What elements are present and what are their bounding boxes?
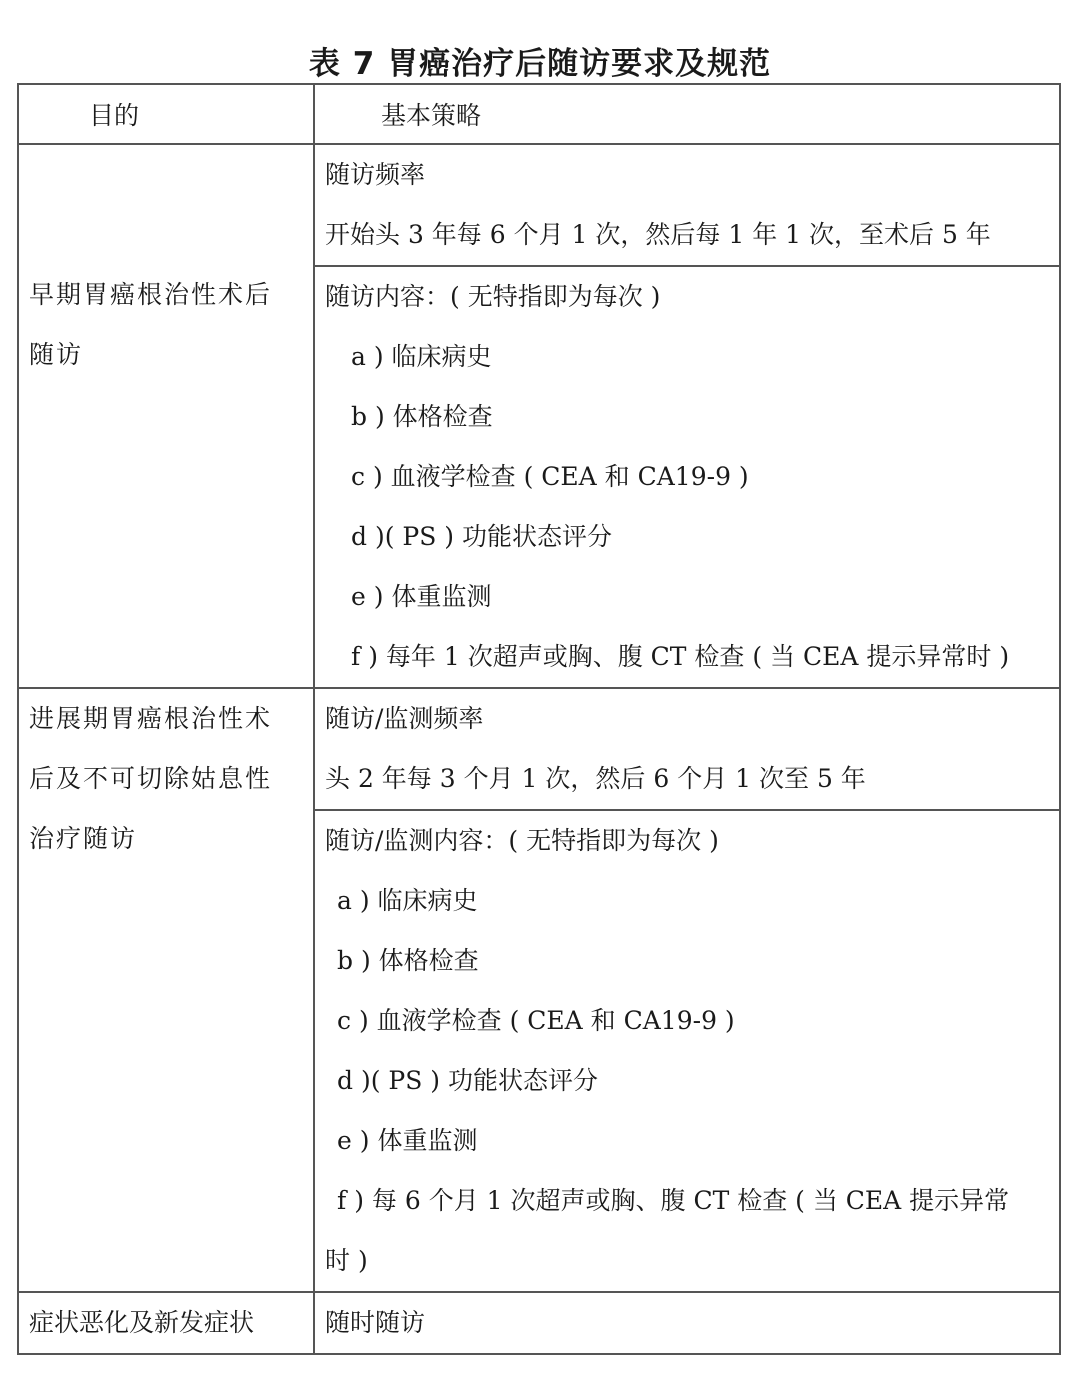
list-item: a ) 临床病史 — [337, 886, 478, 915]
list-item: c ) 血液学检查 ( CEA 和 CA19-9 ) — [337, 1006, 735, 1035]
early-content-cell — [314, 266, 1060, 688]
advanced-label-line-2: 后及不可切除姑息性 — [29, 764, 273, 793]
symptom-row — [18, 1292, 1060, 1354]
table-header-row — [18, 84, 1060, 144]
early-freq-title: 随访频率 — [325, 160, 426, 189]
symptom-strategy-cell — [314, 1292, 1060, 1354]
advanced-freq-title: 随访/监测频率 — [325, 704, 484, 733]
list-item: b ) 体格检查 — [337, 946, 479, 975]
advanced-label-line-3: 治疗随访 — [29, 824, 138, 853]
advanced-label-line-1: 进展期胃癌根治性术 — [29, 704, 273, 733]
early-content-title: 随访内容：( 无特指即为每次 ) — [325, 282, 661, 311]
list-item: d )( PS ) 功能状态评分 — [337, 1066, 598, 1095]
early-freq-cell — [314, 144, 1060, 266]
list-item: b ) 体格检查 — [351, 402, 493, 431]
early-freq-row — [18, 144, 1060, 266]
list-item: d )( PS ) 功能状态评分 — [351, 522, 612, 551]
list-item-wrap: 时 ) — [325, 1246, 368, 1275]
list-item: a ) 临床病史 — [351, 342, 492, 371]
header-purpose: 目的 — [18, 84, 314, 144]
table-title: 表 7 胃癌治疗后随访要求及规范 — [308, 46, 772, 82]
advanced-freq-cell — [314, 688, 1060, 810]
advanced-freq-row — [18, 688, 1060, 810]
advanced-freq-text: 头 2 年每 3 个月 1 次，然后 6 个月 1 次至 5 年 — [325, 764, 866, 793]
early-label-line-2: 随访 — [29, 340, 84, 369]
early-purpose-cell — [18, 144, 314, 688]
header-strategy: 基本策略 — [314, 84, 1060, 144]
symptom-text: 随时随访 — [325, 1308, 426, 1337]
list-item: f ) 每 6 个月 1 次超声或胸、腹 CT 检查 ( 当 CEA 提示异常 — [337, 1186, 1010, 1215]
early-label-line-1: 早期胃癌根治性术后 — [29, 280, 273, 309]
advanced-purpose-cell — [18, 688, 314, 1292]
list-item: f ) 每年 1 次超声或胸、腹 CT 检查 ( 当 CEA 提示异常时 ) — [351, 642, 1010, 671]
list-item: e ) 体重监测 — [337, 1126, 478, 1155]
advanced-content-cell — [314, 810, 1060, 1292]
early-freq-text: 开始头 3 年每 6 个月 1 次，然后每 1 年 1 次，至术后 5 年 — [325, 220, 991, 249]
symptom-label: 症状恶化及新发症状 — [29, 1308, 255, 1337]
advanced-content-title: 随访/监测内容：( 无特指即为每次 ) — [325, 826, 719, 855]
followup-table — [17, 83, 1061, 1355]
list-item: e ) 体重监测 — [351, 582, 492, 611]
symptom-purpose-cell — [18, 1292, 314, 1354]
list-item: c ) 血液学检查 ( CEA 和 CA19-9 ) — [351, 462, 749, 491]
